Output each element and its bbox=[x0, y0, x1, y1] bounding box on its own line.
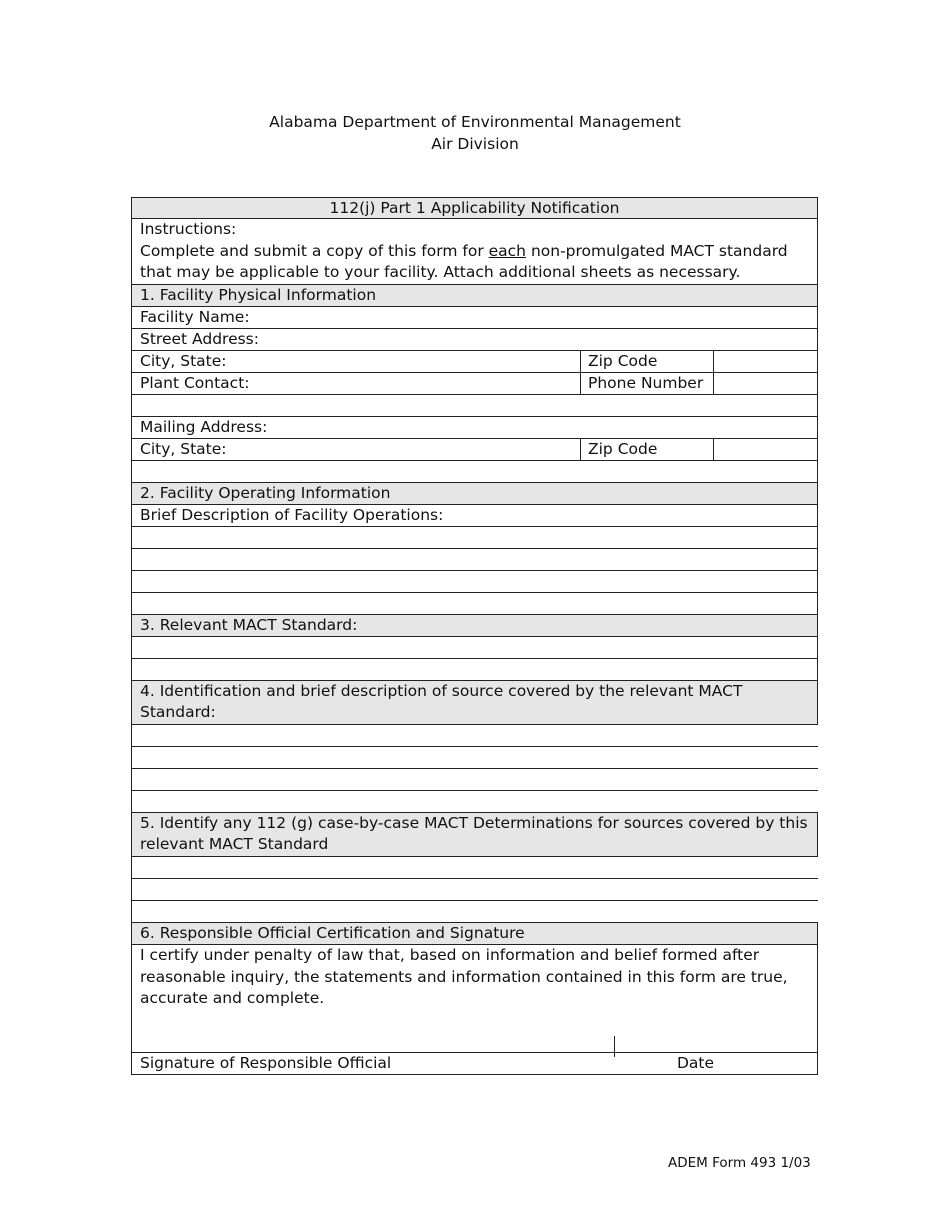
section6-header bbox=[131, 923, 818, 945]
instructions-block bbox=[131, 219, 818, 285]
signature-label: Signature of Responsible Official bbox=[140, 1054, 392, 1072]
phone-number-label: Phone Number bbox=[588, 374, 704, 392]
source-description-line[interactable] bbox=[131, 769, 818, 791]
signature-row[interactable] bbox=[131, 1053, 818, 1075]
section5-title: 5. Identify any 112 (g) case-by-case MACT Determinations for sources covered by this relevant MACT Standard bbox=[140, 814, 808, 853]
instructions-text: Complete and submit a copy of this form for each non-promulgated MACT standard that may be applicable to your facility. Attach additional sheets as necessary. bbox=[140, 241, 788, 281]
certification-text: I certify under penalty of law that, based on information and belief formed after reasonable inquiry, the statements and information contained in this form are true, accurate and complete. bbox=[140, 946, 788, 1007]
section2-title: 2. Facility Operating Information bbox=[140, 484, 391, 502]
instructions-label: Instructions: bbox=[140, 220, 237, 238]
certification-block bbox=[131, 945, 818, 1053]
agency-name: Alabama Department of Environmental Management bbox=[269, 113, 681, 131]
section1-title: 1. Facility Physical Information bbox=[140, 286, 377, 304]
section2-header bbox=[131, 483, 818, 505]
street-address-label: Street Address: bbox=[140, 330, 259, 348]
source-description-line[interactable] bbox=[131, 791, 818, 813]
mact-standard-line[interactable] bbox=[131, 659, 818, 681]
section3-title: 3. Relevant MACT Standard: bbox=[140, 616, 358, 634]
form-title: 112(j) Part 1 Applicability Notification bbox=[329, 199, 620, 217]
case-by-case-line[interactable] bbox=[131, 857, 818, 879]
zip-code-input[interactable] bbox=[713, 351, 818, 372]
mailing-address-field[interactable] bbox=[131, 417, 818, 439]
phone-number-input[interactable] bbox=[713, 373, 818, 394]
page-header bbox=[0, 111, 950, 155]
form-number: ADEM Form 493 1/03 bbox=[668, 1155, 811, 1171]
operations-line[interactable] bbox=[131, 549, 818, 571]
division-name: Air Division bbox=[431, 135, 519, 153]
zip-code-label: Zip Code bbox=[588, 352, 658, 370]
facility-name-field[interactable] bbox=[131, 307, 818, 329]
section1-header bbox=[131, 285, 818, 307]
plant-contact-row bbox=[131, 373, 818, 395]
mailing-address-label: Mailing Address: bbox=[140, 418, 268, 436]
section3-header bbox=[131, 615, 818, 637]
blank-row[interactable] bbox=[131, 461, 818, 483]
mailing-zip-code-label: Zip Code bbox=[588, 440, 658, 458]
city-state-label: City, State: bbox=[140, 352, 227, 370]
operations-line[interactable] bbox=[131, 527, 818, 549]
section4-title: 4. Identification and brief description of source covered by the relevant MACT Standard: bbox=[140, 682, 743, 721]
case-by-case-line[interactable] bbox=[131, 901, 818, 923]
operations-line[interactable] bbox=[131, 593, 818, 615]
mailing-city-state-label: City, State: bbox=[140, 440, 227, 458]
operations-line[interactable] bbox=[131, 571, 818, 593]
operations-description-field[interactable] bbox=[131, 505, 818, 527]
street-address-field[interactable] bbox=[131, 329, 818, 351]
case-by-case-line[interactable] bbox=[131, 879, 818, 901]
applicability-form bbox=[131, 197, 818, 1075]
instructions-emphasis: each bbox=[488, 241, 527, 260]
source-description-line[interactable] bbox=[131, 725, 818, 747]
blank-row[interactable] bbox=[131, 395, 818, 417]
source-description-line[interactable] bbox=[131, 747, 818, 769]
signature-date-divider bbox=[614, 1036, 615, 1057]
facility-name-label: Facility Name: bbox=[140, 308, 250, 326]
mailing-city-state-row bbox=[131, 439, 818, 461]
section4-header bbox=[131, 681, 818, 725]
form-title-row bbox=[131, 197, 818, 219]
operations-description-label: Brief Description of Facility Operations: bbox=[140, 506, 444, 524]
date-label: Date bbox=[677, 1054, 715, 1072]
city-state-row bbox=[131, 351, 818, 373]
plant-contact-label: Plant Contact: bbox=[140, 374, 250, 392]
section5-header bbox=[131, 813, 818, 857]
section6-title: 6. Responsible Official Certification and Signature bbox=[140, 924, 525, 942]
mailing-zip-code-input[interactable] bbox=[713, 439, 818, 460]
mact-standard-line[interactable] bbox=[131, 637, 818, 659]
